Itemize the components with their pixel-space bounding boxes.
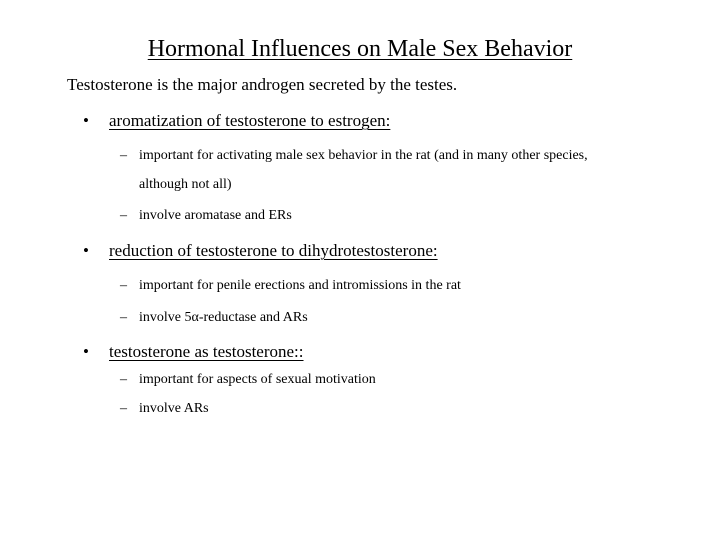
point-heading-testosterone: testosterone as testosterone::	[109, 342, 304, 361]
dash-marker: –	[120, 310, 127, 325]
dash-marker: –	[120, 372, 127, 387]
intro-text: Testosterone is the major androgen secreted by the testes.	[67, 75, 458, 94]
sub-point-aromatase: involve aromatase and ERs	[139, 208, 292, 223]
sub-point-reductase: involve 5α-reductase and ARs	[139, 310, 308, 325]
dash-marker: –	[120, 208, 127, 223]
point-heading-reduction: reduction of testosterone to dihydrotestosterone:	[109, 241, 438, 260]
slide-title: Hormonal Influences on Male Sex Behavior	[147, 36, 573, 62]
sub-point-activating-behavior: important for activating male sex behavior in the rat (and in many other species,	[139, 148, 588, 163]
sub-point-penile-erections: important for penile erections and intromissions in the rat	[139, 278, 461, 293]
bullet-marker: •	[83, 241, 89, 260]
sub-point-activating-behavior-continued: although not all)	[139, 177, 232, 192]
bullet-marker: •	[83, 111, 89, 130]
sub-point-ars: involve ARs	[139, 401, 209, 416]
point-heading-aromatization: aromatization of testosterone to estrogen:	[109, 111, 391, 130]
dash-marker: –	[120, 401, 127, 416]
dash-marker: –	[120, 148, 127, 163]
bullet-marker: •	[83, 342, 89, 361]
sub-point-sexual-motivation: important for aspects of sexual motivation	[139, 372, 376, 387]
dash-marker: –	[120, 278, 127, 293]
